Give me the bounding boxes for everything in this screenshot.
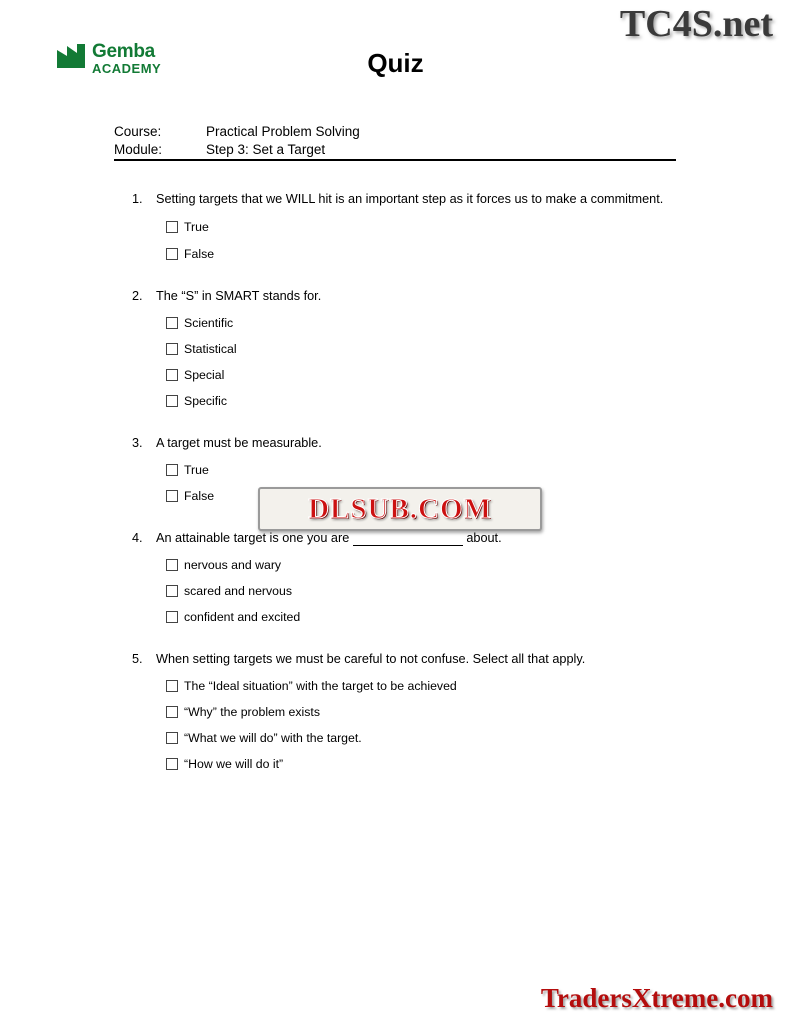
question-2-option-4-label: Specific bbox=[184, 394, 228, 408]
header-divider bbox=[114, 159, 676, 161]
question-2-text: The “S” in SMART stands for. bbox=[156, 289, 322, 303]
question-3-option-1-label: True bbox=[184, 463, 209, 477]
question-4-option-2[interactable] bbox=[166, 584, 692, 598]
course-meta bbox=[114, 123, 676, 159]
question-5-option-4[interactable] bbox=[166, 757, 692, 771]
question-1-number: 1. bbox=[132, 192, 143, 206]
watermark-top-right: TC4S.net bbox=[619, 3, 773, 45]
question-4-option-3-label: confident and excited bbox=[184, 610, 301, 624]
question-2-option-3[interactable] bbox=[166, 368, 692, 382]
module-label: Module: bbox=[114, 142, 163, 157]
question-2-option-2-label: Statistical bbox=[184, 342, 237, 356]
question-2-number: 2. bbox=[132, 289, 143, 303]
question-2-option-1-label: Scientific bbox=[184, 316, 234, 330]
course-value: Practical Problem Solving bbox=[206, 124, 360, 139]
page-title: Quiz bbox=[367, 48, 424, 78]
question-4-text bbox=[156, 531, 692, 546]
question-5-option-3-label: “What we will do” with the target. bbox=[184, 731, 362, 745]
question-5-number: 5. bbox=[132, 652, 143, 666]
checkbox-icon[interactable] bbox=[166, 758, 178, 770]
question-5-option-2-label: “Why” the problem exists bbox=[184, 705, 320, 719]
checkbox-icon[interactable] bbox=[166, 317, 178, 329]
question-2-option-3-label: Special bbox=[184, 368, 225, 382]
question-4-text-after: about. bbox=[466, 531, 502, 545]
checkbox-icon[interactable] bbox=[166, 464, 178, 476]
meta-row-course bbox=[114, 123, 676, 141]
question-3-option-1[interactable] bbox=[166, 463, 692, 477]
logo-secondary-text: ACADEMY bbox=[92, 61, 162, 76]
module-value: Step 3: Set a Target bbox=[206, 142, 326, 157]
question-4 bbox=[132, 531, 692, 624]
question-3-number: 3. bbox=[132, 436, 143, 450]
question-5-option-1-label: The “Ideal situation” with the target to be achieved bbox=[184, 679, 457, 693]
checkbox-icon[interactable] bbox=[166, 732, 178, 744]
question-4-option-2-label: scared and nervous bbox=[184, 584, 293, 598]
question-2-option-4[interactable] bbox=[166, 394, 692, 408]
question-1-option-2-label: False bbox=[184, 247, 215, 261]
checkbox-icon[interactable] bbox=[166, 490, 178, 502]
checkbox-icon[interactable] bbox=[166, 248, 178, 260]
question-5-option-2[interactable] bbox=[166, 705, 692, 719]
question-4-number: 4. bbox=[132, 531, 143, 545]
question-4-option-3[interactable] bbox=[166, 610, 692, 624]
watermark-center bbox=[258, 487, 542, 531]
question-1-option-2[interactable] bbox=[166, 247, 692, 261]
question-2 bbox=[132, 289, 692, 408]
question-4-option-1-label: nervous and wary bbox=[184, 558, 282, 572]
meta-row-module bbox=[114, 141, 676, 159]
question-4-text-before: An attainable target is one you are bbox=[156, 531, 350, 545]
question-5-option-1[interactable] bbox=[166, 679, 692, 693]
question-2-option-2[interactable] bbox=[166, 342, 692, 356]
question-1-option-1-label: True bbox=[184, 220, 209, 234]
checkbox-icon[interactable] bbox=[166, 369, 178, 381]
course-label: Course: bbox=[114, 124, 162, 139]
checkbox-icon[interactable] bbox=[166, 680, 178, 692]
question-1 bbox=[132, 192, 692, 261]
question-5-option-4-label: “How we will do it” bbox=[184, 757, 284, 771]
question-1-text: Setting targets that we WILL hit is an important step as it forces us to make a commitment. bbox=[156, 192, 664, 206]
checkbox-icon[interactable] bbox=[166, 611, 178, 623]
fill-in-blank[interactable] bbox=[353, 534, 463, 546]
checkbox-icon[interactable] bbox=[166, 343, 178, 355]
question-5-option-3[interactable] bbox=[166, 731, 692, 745]
checkbox-icon[interactable] bbox=[166, 706, 178, 718]
checkbox-icon[interactable] bbox=[166, 221, 178, 233]
checkbox-icon[interactable] bbox=[166, 395, 178, 407]
watermark-center-text: DLSUB.COM bbox=[308, 492, 492, 525]
question-3-option-2-label: False bbox=[184, 489, 215, 503]
checkbox-icon[interactable] bbox=[166, 585, 178, 597]
question-5-text: When setting targets we must be careful to not confuse. Select all that apply. bbox=[156, 652, 586, 666]
question-3-text: A target must be measurable. bbox=[156, 436, 322, 450]
watermark-bottom-right: TradersXtreme.com bbox=[540, 983, 773, 1013]
logo-primary-text: Gemba bbox=[92, 41, 155, 62]
question-1-option-1[interactable] bbox=[166, 220, 692, 234]
question-5 bbox=[132, 652, 692, 771]
checkbox-icon[interactable] bbox=[166, 559, 178, 571]
question-4-option-1[interactable] bbox=[166, 558, 692, 572]
question-2-option-1[interactable] bbox=[166, 316, 692, 330]
